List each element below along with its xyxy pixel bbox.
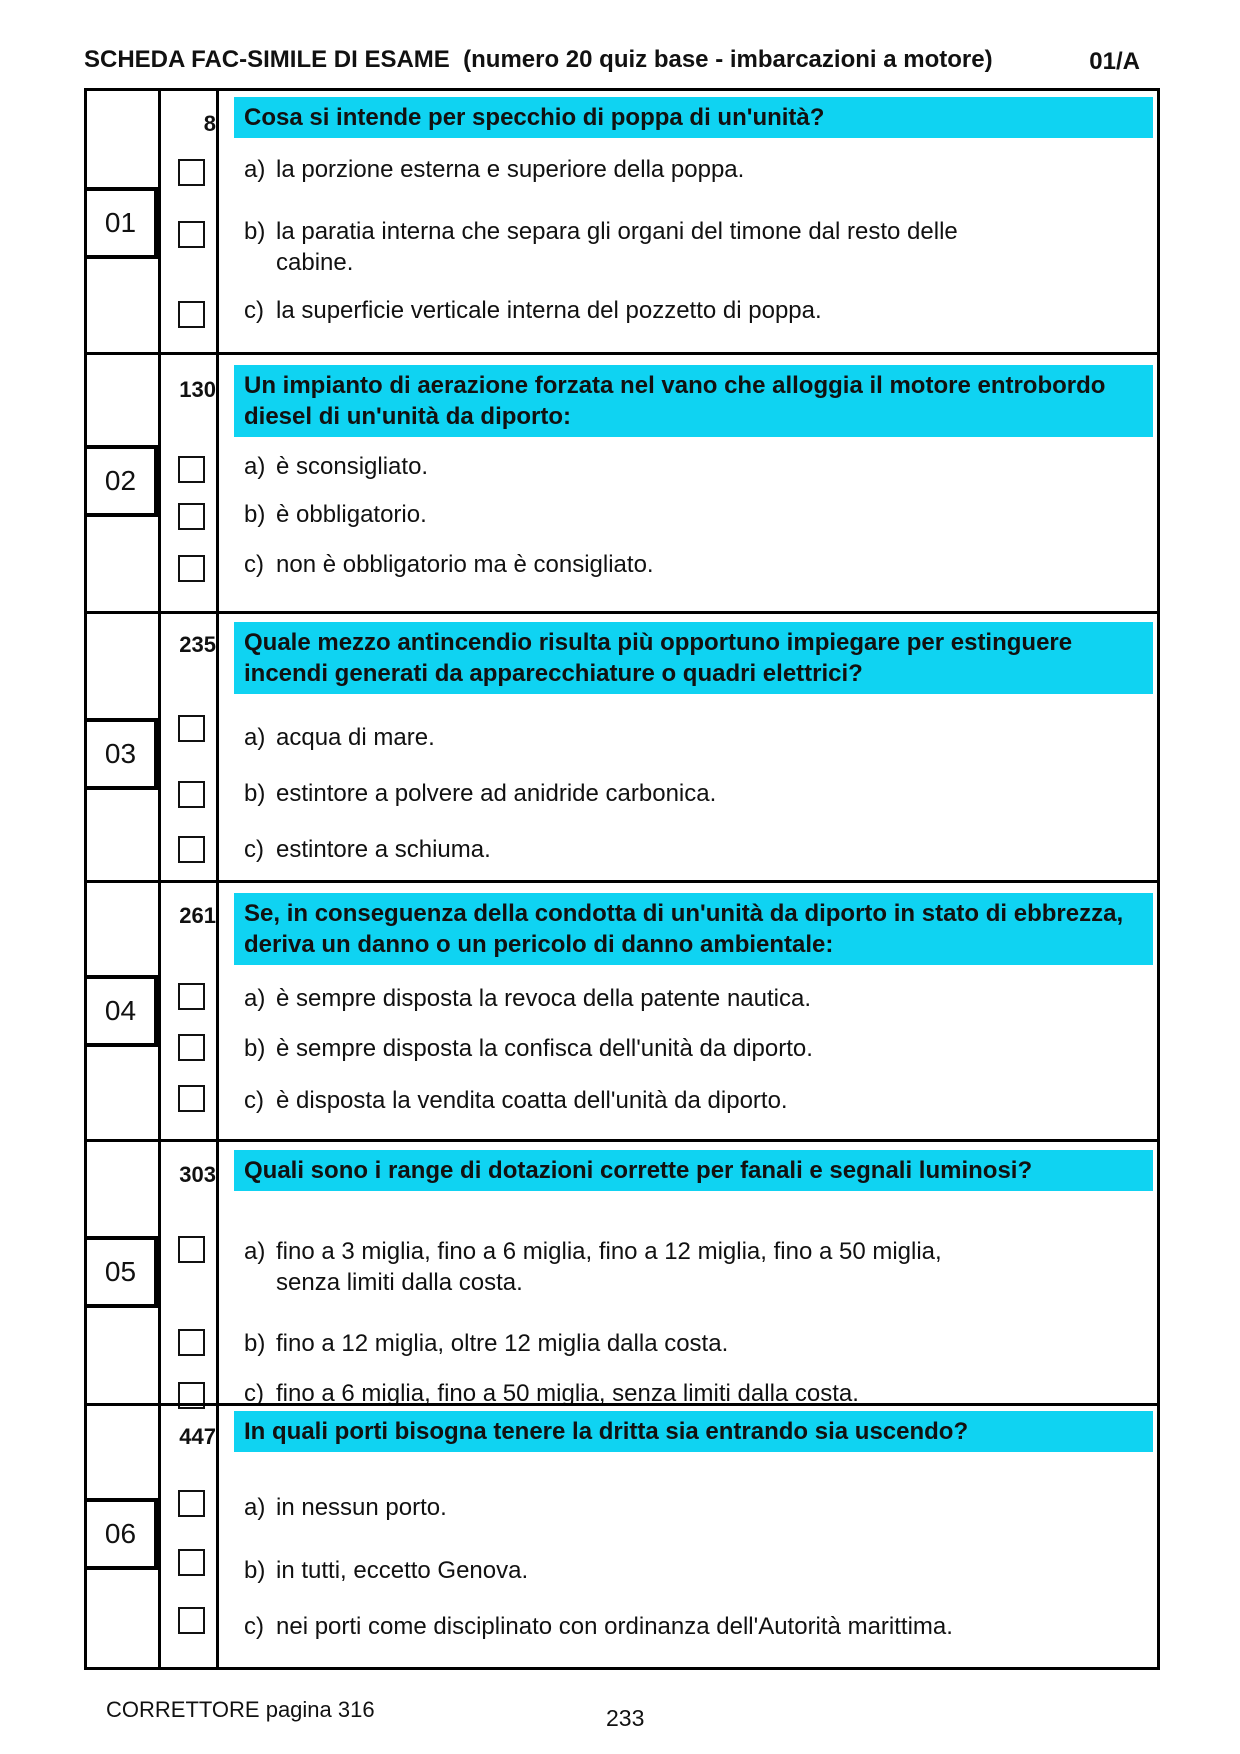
answer-checkbox[interactable]: [178, 715, 205, 742]
answer-letter: a): [244, 1238, 266, 1265]
question-block: [87, 880, 1157, 1139]
answer-text-continuation: senza limiti dalla costa.: [276, 1269, 523, 1296]
question-number: 06: [87, 1498, 158, 1570]
question-text: Se, in conseguenza della condotta di un'unità da diporto in stato di ebbrezza, deriva un danno o un pericolo di danno ambientale:: [234, 893, 1153, 965]
answer-text: fino a 3 miglia, fino a 6 miglia, fino a 12 miglia, fino a 50 miglia,: [276, 1238, 942, 1265]
question-number: 04: [87, 975, 158, 1047]
answer-text: estintore a polvere ad anidride carbonica.: [276, 780, 717, 807]
answer-text: è sconsigliato.: [276, 453, 429, 480]
answer-text: è disposta la vendita coatta dell'unità da diporto.: [276, 1087, 788, 1114]
question-text: Quale mezzo antincendio risulta più opportuno impiegare per estinguere incendi generati da apparecchiature o quadri elettrici?: [234, 622, 1153, 694]
answer-text: la paratia interna che separa gli organi del timone dal resto delle: [276, 218, 958, 245]
answer-text: estintore a schiuma.: [276, 836, 491, 863]
answer-checkbox[interactable]: [178, 221, 205, 248]
footer-reference: CORRETTORE pagina 316: [106, 1697, 375, 1722]
answer-letter: b): [244, 218, 266, 245]
answer-checkbox[interactable]: [178, 301, 205, 328]
answer-option: [244, 549, 1097, 580]
answer-text: in tutti, eccetto Genova.: [276, 1557, 529, 1584]
question-text: Quali sono i range di dotazioni corrette per fanali e segnali luminosi?: [234, 1150, 1153, 1191]
answer-letter: b): [244, 501, 266, 528]
answer-option: [244, 722, 1097, 753]
quiz-sheet: [84, 88, 1160, 1670]
answer-option: [244, 451, 1097, 482]
question-number: 05: [87, 1236, 158, 1308]
answer-letter: a): [244, 453, 266, 480]
answer-text: è sempre disposta la confisca dell'unità da diporto.: [276, 1035, 813, 1062]
answer-option: [244, 1492, 1097, 1523]
answer-checkbox[interactable]: [178, 1085, 205, 1112]
answer-option: [244, 1085, 1097, 1116]
answer-checkbox[interactable]: [178, 836, 205, 863]
answer-letter: a): [244, 724, 266, 751]
answer-letter: a): [244, 156, 266, 183]
question-number: 03: [87, 718, 158, 790]
answer-option: [244, 499, 1097, 530]
answer-option: [244, 1611, 1097, 1642]
answer-option: [244, 1033, 1097, 1064]
answer-text: fino a 6 miglia, fino a 50 miglia, senza limiti dalla costa.: [276, 1380, 859, 1407]
answer-option: [244, 778, 1097, 809]
question-id: 447: [179, 1424, 216, 1449]
answer-checkbox[interactable]: [178, 1236, 205, 1263]
answer-letter: b): [244, 780, 266, 807]
question-text: In quali porti bisogna tenere la dritta sia entrando sia uscendo?: [234, 1411, 1153, 1452]
answer-letter: b): [244, 1330, 266, 1357]
answer-option: [244, 295, 1097, 326]
question-number: 01: [87, 187, 158, 259]
answer-checkbox[interactable]: [178, 503, 205, 530]
answer-checkbox[interactable]: [178, 456, 205, 483]
answer-letter: b): [244, 1557, 266, 1584]
answer-text: è obbligatorio.: [276, 501, 427, 528]
answer-letter: a): [244, 985, 266, 1012]
answer-option: [244, 834, 1097, 865]
answer-option: [244, 983, 1097, 1014]
answer-checkbox[interactable]: [178, 1034, 205, 1061]
answer-text: la superficie verticale interna del pozzetto di poppa.: [276, 297, 822, 324]
answer-letter: b): [244, 1035, 266, 1062]
answer-letter: c): [244, 551, 264, 578]
question-block: [87, 91, 1157, 352]
question-block: [87, 352, 1157, 611]
answer-option: [244, 1328, 1097, 1359]
answer-letter: c): [244, 297, 264, 324]
question-block: [87, 1403, 1157, 1667]
question-id: 235: [179, 632, 216, 657]
answer-option: [244, 216, 1097, 278]
header-title: SCHEDA FAC-SIMILE DI ESAME (numero 20 quiz base - imbarcazioni a motore): [84, 46, 993, 73]
sheet-code: 01/A: [1089, 48, 1140, 75]
answer-checkbox[interactable]: [178, 1490, 205, 1517]
answer-text: acqua di mare.: [276, 724, 435, 751]
answer-checkbox[interactable]: [178, 159, 205, 186]
answer-text-continuation: cabine.: [276, 249, 354, 276]
answer-text: è sempre disposta la revoca della patente nautica.: [276, 985, 811, 1012]
answer-checkbox[interactable]: [178, 1549, 205, 1576]
page-header: [84, 46, 1144, 80]
answer-letter: a): [244, 1494, 266, 1521]
page-number: 233: [606, 1705, 645, 1731]
answer-letter: c): [244, 1613, 264, 1640]
question-block: [87, 1139, 1157, 1407]
answer-text: fino a 12 miglia, oltre 12 miglia dalla costa.: [276, 1330, 729, 1357]
answer-option: [244, 154, 1097, 185]
question-id: 8: [203, 111, 216, 136]
answer-checkbox[interactable]: [178, 983, 205, 1010]
answer-option: [244, 1555, 1097, 1586]
answer-letter: c): [244, 836, 264, 863]
answer-checkbox[interactable]: [178, 781, 205, 808]
question-id: 261: [179, 903, 216, 928]
answer-text: nei porti come disciplinato con ordinanza dell'Autorità marittima.: [276, 1613, 953, 1640]
answer-text: in nessun porto.: [276, 1494, 447, 1521]
question-block: [87, 611, 1157, 880]
question-id: 303: [179, 1162, 216, 1187]
answer-option: [244, 1236, 1097, 1298]
answer-checkbox[interactable]: [178, 1607, 205, 1634]
answer-text: la porzione esterna e superiore della poppa.: [276, 156, 745, 183]
answer-text: non è obbligatorio ma è consigliato.: [276, 551, 654, 578]
answer-letter: c): [244, 1087, 264, 1114]
answer-checkbox[interactable]: [178, 1329, 205, 1356]
answer-letter: c): [244, 1380, 264, 1407]
answer-checkbox[interactable]: [178, 555, 205, 582]
question-text: Cosa si intende per specchio di poppa di un'unità?: [234, 97, 1153, 138]
question-number: 02: [87, 445, 158, 517]
question-id: 130: [179, 377, 216, 402]
question-text: Un impianto di aerazione forzata nel vano che alloggia il motore entrobordo diesel di un'unità da diporto:: [234, 365, 1153, 437]
